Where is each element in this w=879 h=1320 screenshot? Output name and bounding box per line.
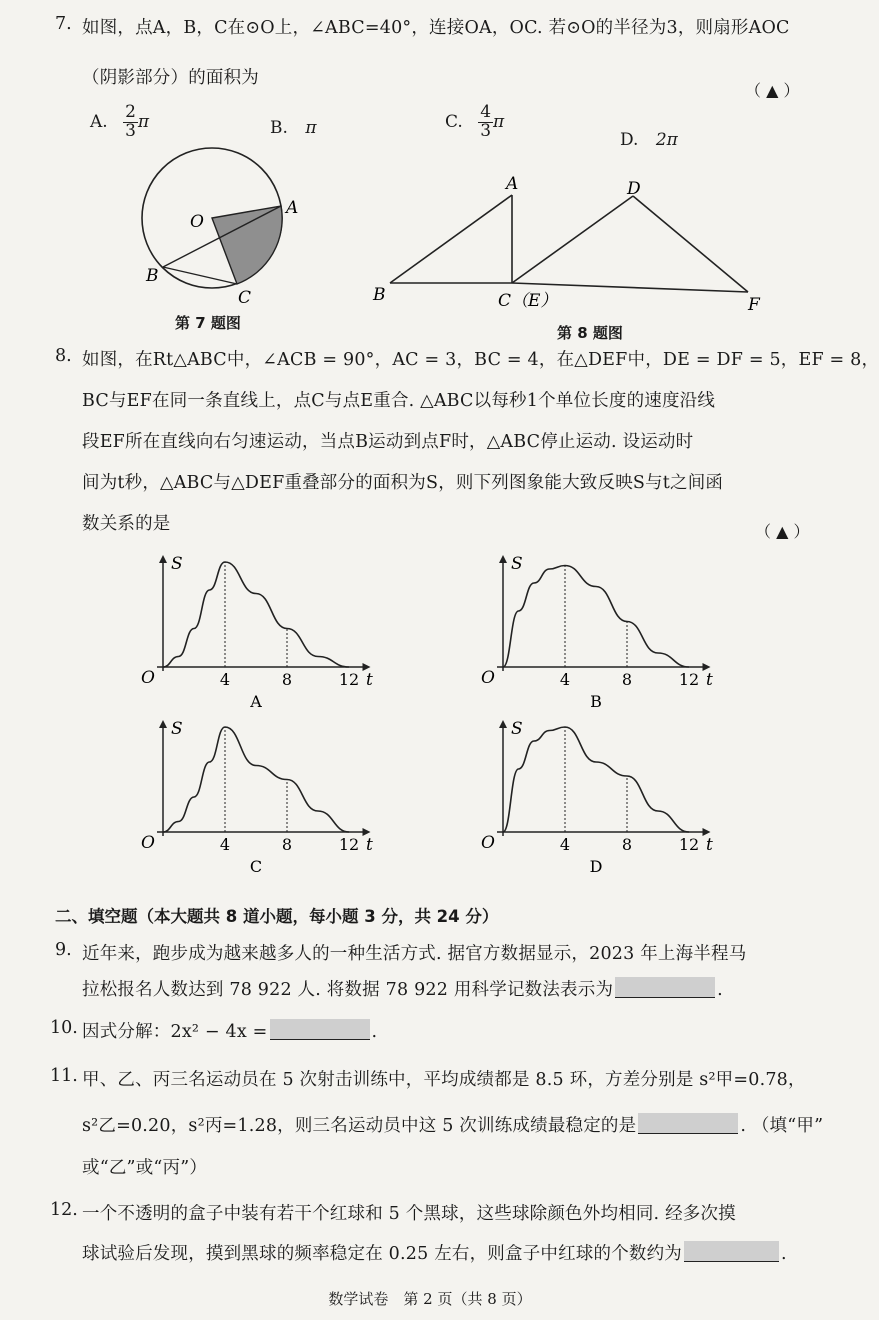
curve-s-t bbox=[503, 566, 689, 668]
origin-label: O bbox=[141, 833, 155, 853]
y-axis-label: S bbox=[511, 719, 523, 739]
segment-bc bbox=[163, 267, 237, 284]
y-axis-arrow bbox=[159, 720, 167, 728]
q11-answer-blank[interactable] bbox=[638, 1113, 738, 1134]
graph-option-label: B bbox=[590, 692, 602, 711]
x-tick-12: 12 bbox=[678, 835, 700, 854]
q7-option-d-value: 2π bbox=[655, 130, 678, 150]
graph-option-label: A bbox=[250, 692, 262, 711]
q7-option-c[interactable] bbox=[445, 104, 504, 141]
label-f8: F bbox=[748, 295, 760, 315]
x-tick-4: 4 bbox=[219, 670, 231, 689]
q11-text-line1: 甲、乙、丙三名运动员在 5 次射击训练中，平均成绩都是 8.5 环，方差分别是 s²甲=0.78， bbox=[82, 1070, 806, 1090]
graph-option-label: D bbox=[589, 857, 603, 876]
q7-option-c-fraction bbox=[478, 104, 493, 141]
q7-option-b[interactable] bbox=[270, 118, 317, 138]
q8-text-line5: 数关系的是 bbox=[82, 514, 171, 534]
q10-end: . bbox=[371, 1022, 378, 1042]
q7-figure bbox=[130, 145, 310, 310]
q10-text-content: 因式分解：2x² − 4x = bbox=[82, 1022, 268, 1042]
q8-figure bbox=[365, 170, 785, 315]
q12-answer-blank[interactable] bbox=[684, 1241, 779, 1262]
q10-answer-blank[interactable] bbox=[270, 1019, 370, 1040]
q9-end: . bbox=[717, 980, 723, 1000]
q8-text-line4: 间为t秒，△ABC与△DEF重叠部分的面积为S，则下列图象能大致反映S与t之间函 bbox=[82, 473, 724, 493]
q7-option-b-value: π bbox=[305, 118, 317, 138]
q7-option-c-label: C. bbox=[445, 111, 463, 132]
q8-text-line1: 如图，在Rt△ABC中，∠ACB = 90°，AC = 3，BC = 4，在△DEF中，DE = DF = 5，EF = 8， bbox=[82, 350, 879, 370]
sector-aoc bbox=[212, 206, 282, 284]
q9-text-line1: 近年来，跑步成为越来越多人的一种生活方式. 据官方数据显示，2023 年上海半程马 bbox=[82, 944, 747, 964]
q7-option-b-label: B. bbox=[270, 118, 288, 138]
x-axis-label: t bbox=[366, 670, 373, 690]
q7-option-a-fraction bbox=[123, 104, 138, 141]
curve-s-t bbox=[503, 727, 689, 832]
q8-graph-d[interactable] bbox=[475, 710, 720, 880]
x-axis-label: t bbox=[366, 835, 373, 855]
x-tick-8: 8 bbox=[281, 670, 293, 689]
q8-text-line2: BC与EF在同一条直线上，点C与点E重合. △ABC以每秒1个单位长度的速度沿线 bbox=[82, 391, 716, 411]
x-tick-4: 4 bbox=[559, 835, 571, 854]
q12-text-line1: 一个不透明的盒子中装有若干个红球和 5 个黑球，这些球除颜色外均相同. 经多次摸 bbox=[82, 1204, 736, 1224]
q12-end: . bbox=[781, 1244, 787, 1264]
x-tick-12: 12 bbox=[338, 835, 360, 854]
q8-graph-c[interactable] bbox=[135, 710, 373, 880]
label-ce8: C（E） bbox=[498, 291, 558, 311]
q11-text-line3: 或“乙”或“丙”） bbox=[82, 1158, 208, 1178]
curve-s-t bbox=[163, 562, 349, 667]
page-footer: 数学试卷 第 2 页（共 8 页） bbox=[328, 1290, 532, 1308]
origin-label: O bbox=[481, 668, 495, 688]
q9-text-line2-content: 拉松报名人数达到 78 922 人. 将数据 78 922 用科学记数法表示为 bbox=[82, 980, 614, 1000]
x-tick-12: 12 bbox=[338, 670, 360, 689]
q7-option-c-numerator: 4 bbox=[480, 102, 492, 122]
x-tick-4: 4 bbox=[559, 670, 571, 689]
y-axis-arrow bbox=[499, 720, 507, 728]
label-b8: B bbox=[373, 285, 386, 305]
segment-ed bbox=[512, 196, 633, 283]
q7-option-d[interactable] bbox=[620, 130, 678, 150]
q7-option-c-pi: π bbox=[493, 111, 505, 132]
label-a: A bbox=[286, 198, 299, 218]
q7-answer-mark: （ ▲ ） bbox=[745, 81, 800, 100]
q7-text-line1: 如图，点A，B，C在⊙O上，∠ABC=40°，连接OA，OC. 若⊙O的半径为3，则扇形AOC bbox=[82, 18, 790, 38]
graph-option-label: C bbox=[249, 857, 263, 876]
q12-text-line2 bbox=[82, 1240, 787, 1265]
x-tick-8: 8 bbox=[621, 670, 633, 689]
label-o: O bbox=[190, 212, 204, 232]
curve-s-t bbox=[163, 727, 349, 832]
y-axis-label: S bbox=[511, 554, 523, 574]
x-tick-8: 8 bbox=[281, 835, 293, 854]
q7-option-a[interactable] bbox=[90, 104, 149, 141]
x-tick-12: 12 bbox=[678, 670, 700, 689]
label-b: B bbox=[146, 266, 159, 286]
q8-text-line3: 段EF所在直线向右匀速运动，当点B运动到点F时，△ABC停止运动. 设运动时 bbox=[82, 432, 694, 452]
q7-option-c-denominator: 3 bbox=[480, 120, 492, 141]
q7-option-d-label: D. bbox=[620, 130, 639, 150]
q8-figure-caption: 第 8 题图 bbox=[557, 324, 623, 342]
q8-graph-b[interactable] bbox=[475, 545, 720, 715]
q10-text-line1 bbox=[82, 1018, 377, 1043]
origin-label: O bbox=[481, 833, 495, 853]
q9-text-line2 bbox=[82, 976, 723, 1001]
label-c: C bbox=[238, 288, 252, 308]
q7-number: 7. bbox=[55, 14, 72, 34]
q7-text-line2: （阴影部分）的面积为 bbox=[82, 68, 259, 88]
x-tick-8: 8 bbox=[621, 835, 633, 854]
y-axis-arrow bbox=[159, 555, 167, 563]
q10-number: 10. bbox=[50, 1018, 78, 1038]
label-d8: D bbox=[627, 179, 641, 199]
q9-answer-blank[interactable] bbox=[615, 977, 715, 998]
y-axis-label: S bbox=[171, 554, 183, 574]
q7-option-a-pi: π bbox=[137, 111, 150, 132]
segment-ba8 bbox=[390, 195, 512, 283]
segment-df bbox=[633, 196, 748, 292]
q12-number: 12. bbox=[50, 1200, 78, 1220]
x-tick-4: 4 bbox=[219, 835, 231, 854]
section2-heading: 二、填空题（本大题共 8 道小题，每小题 3 分，共 24 分） bbox=[55, 907, 499, 926]
x-axis-label: t bbox=[706, 835, 713, 855]
q8-graph-a[interactable] bbox=[135, 545, 373, 715]
y-axis-arrow bbox=[499, 555, 507, 563]
origin-label: O bbox=[141, 668, 155, 688]
x-axis-label: t bbox=[706, 670, 713, 690]
q7-option-a-label: A. bbox=[90, 111, 108, 132]
label-a8: A bbox=[506, 174, 519, 194]
q7-option-a-denominator: 3 bbox=[125, 120, 136, 141]
q11-text-line2 bbox=[82, 1112, 823, 1137]
q8-number: 8. bbox=[55, 346, 72, 366]
q8-answer-mark: （ ▲ ） bbox=[755, 522, 810, 541]
q11-line2-end: . （填“甲” bbox=[740, 1116, 824, 1136]
q11-text-line2-content: s²乙=0.20，s²丙=1.28，则三名运动员中这 5 次训练成绩最稳定的是 bbox=[82, 1116, 637, 1136]
q12-text-line2-content: 球试验后发现，摸到黑球的频率稳定在 0.25 左右，则盒子中红球的个数约为 bbox=[82, 1244, 682, 1264]
q7-option-a-numerator: 2 bbox=[125, 102, 136, 122]
q9-number: 9. bbox=[55, 940, 72, 960]
y-axis-label: S bbox=[171, 719, 183, 739]
q11-number: 11. bbox=[50, 1066, 78, 1086]
q7-figure-caption: 第 7 题图 bbox=[175, 314, 241, 332]
